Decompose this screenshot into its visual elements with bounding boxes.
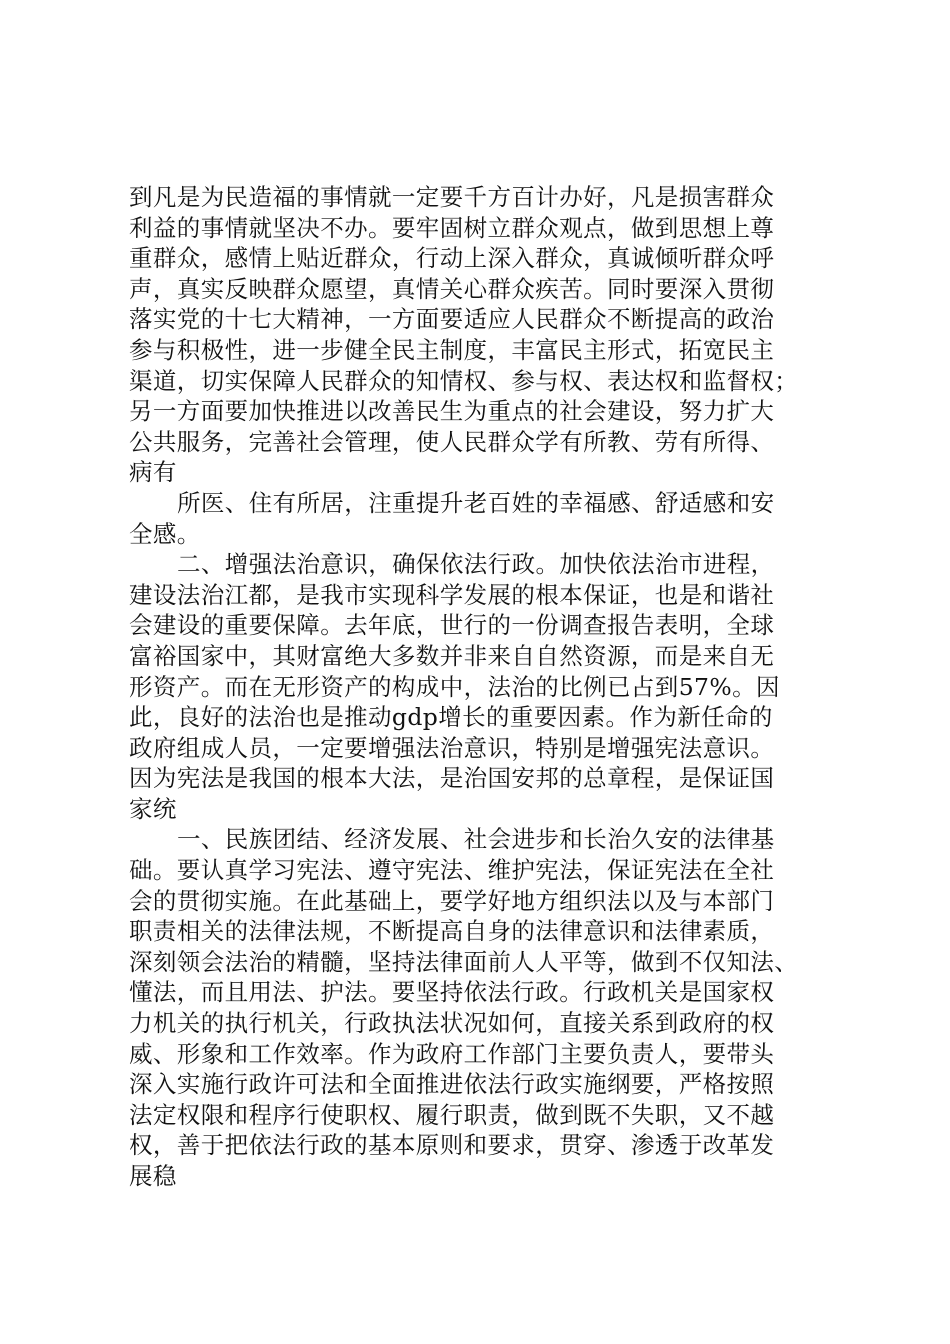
text-line: 二、增强法治意识，确保依法行政。加快依法治市进程， [177,550,775,579]
text-line: 到凡是为民造福的事情就一定要千方百计办好，凡是损害群众 [129,183,775,211]
text-line: 展稳 [129,1162,177,1190]
text-line: 形资产。而在无形资产的构成中，法治的比例已占到57%。因 [129,672,780,701]
text-line: 落实党的十七大精神，一方面要适应人民群众不断提高的政治 [129,305,775,334]
text-line: 利益的事情就坚决不办。要牢固树立群众观点，做到思想上尊 [129,213,775,242]
text-line: 政府组成人员，一定要增强法治意识，特别是增强宪法意识。 [129,733,775,762]
text-line: 所医、住有所居，注重提升老百姓的幸福感、舒适感和安 [177,488,775,517]
text-line: 力机关的执行机关，行政执法状况如何，直接关系到政府的权 [129,1009,775,1038]
text-line: 富裕国家中，其财富绝大多数并非来自自然资源，而是来自无 [129,641,775,670]
text-line: 公共服务，完善社会管理，使人民群众学有所教、劳有所得、 [129,427,775,456]
body-text [129,182,839,1192]
text-line: 础。要认真学习宪法、遵守宪法、维护宪法，保证宪法在全社 [129,856,775,885]
text-line: 病有 [129,458,177,487]
text-line: 声，真实反映群众愿望，真情关心群众疾苦。同时要深入贯彻 [129,274,775,303]
text-line: 全感。 [129,519,201,548]
text-line: 因为宪法是我国的根本大法，是治国安邦的总章程，是保证国 [129,764,775,793]
text-line: 一、民族团结、经济发展、社会进步和长治久安的法律基 [177,825,775,854]
text-line: 权，善于把依法行政的基本原则和要求，贯穿、渗透于改革发 [129,1131,775,1160]
text-line: 家统 [129,794,177,823]
text-line: 会的贯彻实施。在此基础上，要学好地方组织法以及与本部门 [129,886,775,915]
text-line: 此，良好的法治也是推动gdp增长的重要因素。作为新任命的 [129,703,773,732]
text-line: 深刻领会法治的精髓，坚持法律面前人人平等，做到不仅知法、 [129,947,799,976]
text-line: 建设法治江都，是我市实现科学发展的根本保证，也是和谐社 [129,580,775,609]
text-line: 会建设的重要保障。去年底，世行的一份调查报告表明，全球 [129,611,775,640]
text-line: 另一方面要加快推进以改善民生为重点的社会建设，努力扩大 [129,397,775,426]
text-line: 职责相关的法律法规，不断提高自身的法律意识和法律素质， [129,917,775,946]
text-line: 威、形象和工作效率。作为政府工作部门主要负责人，要带头 [129,1039,775,1068]
text-line: 重群众，感情上贴近群众，行动上深入群众，真诚倾听群众呼 [129,244,775,273]
text-line: 法定权限和程序行使职权、履行职责，做到既不失职，又不越 [129,1100,775,1129]
text-line: 渠道，切实保障人民群众的知情权、参与权、表达权和监督权； [129,366,799,395]
text-line: 参与积极性，进一步健全民主制度，丰富民主形式，拓宽民主 [129,335,775,364]
text-line: 深入实施行政许可法和全面推进依法行政实施纲要，严格按照 [129,1070,775,1099]
text-line: 懂法，而且用法、护法。要坚持依法行政。行政机关是国家权 [129,978,775,1007]
